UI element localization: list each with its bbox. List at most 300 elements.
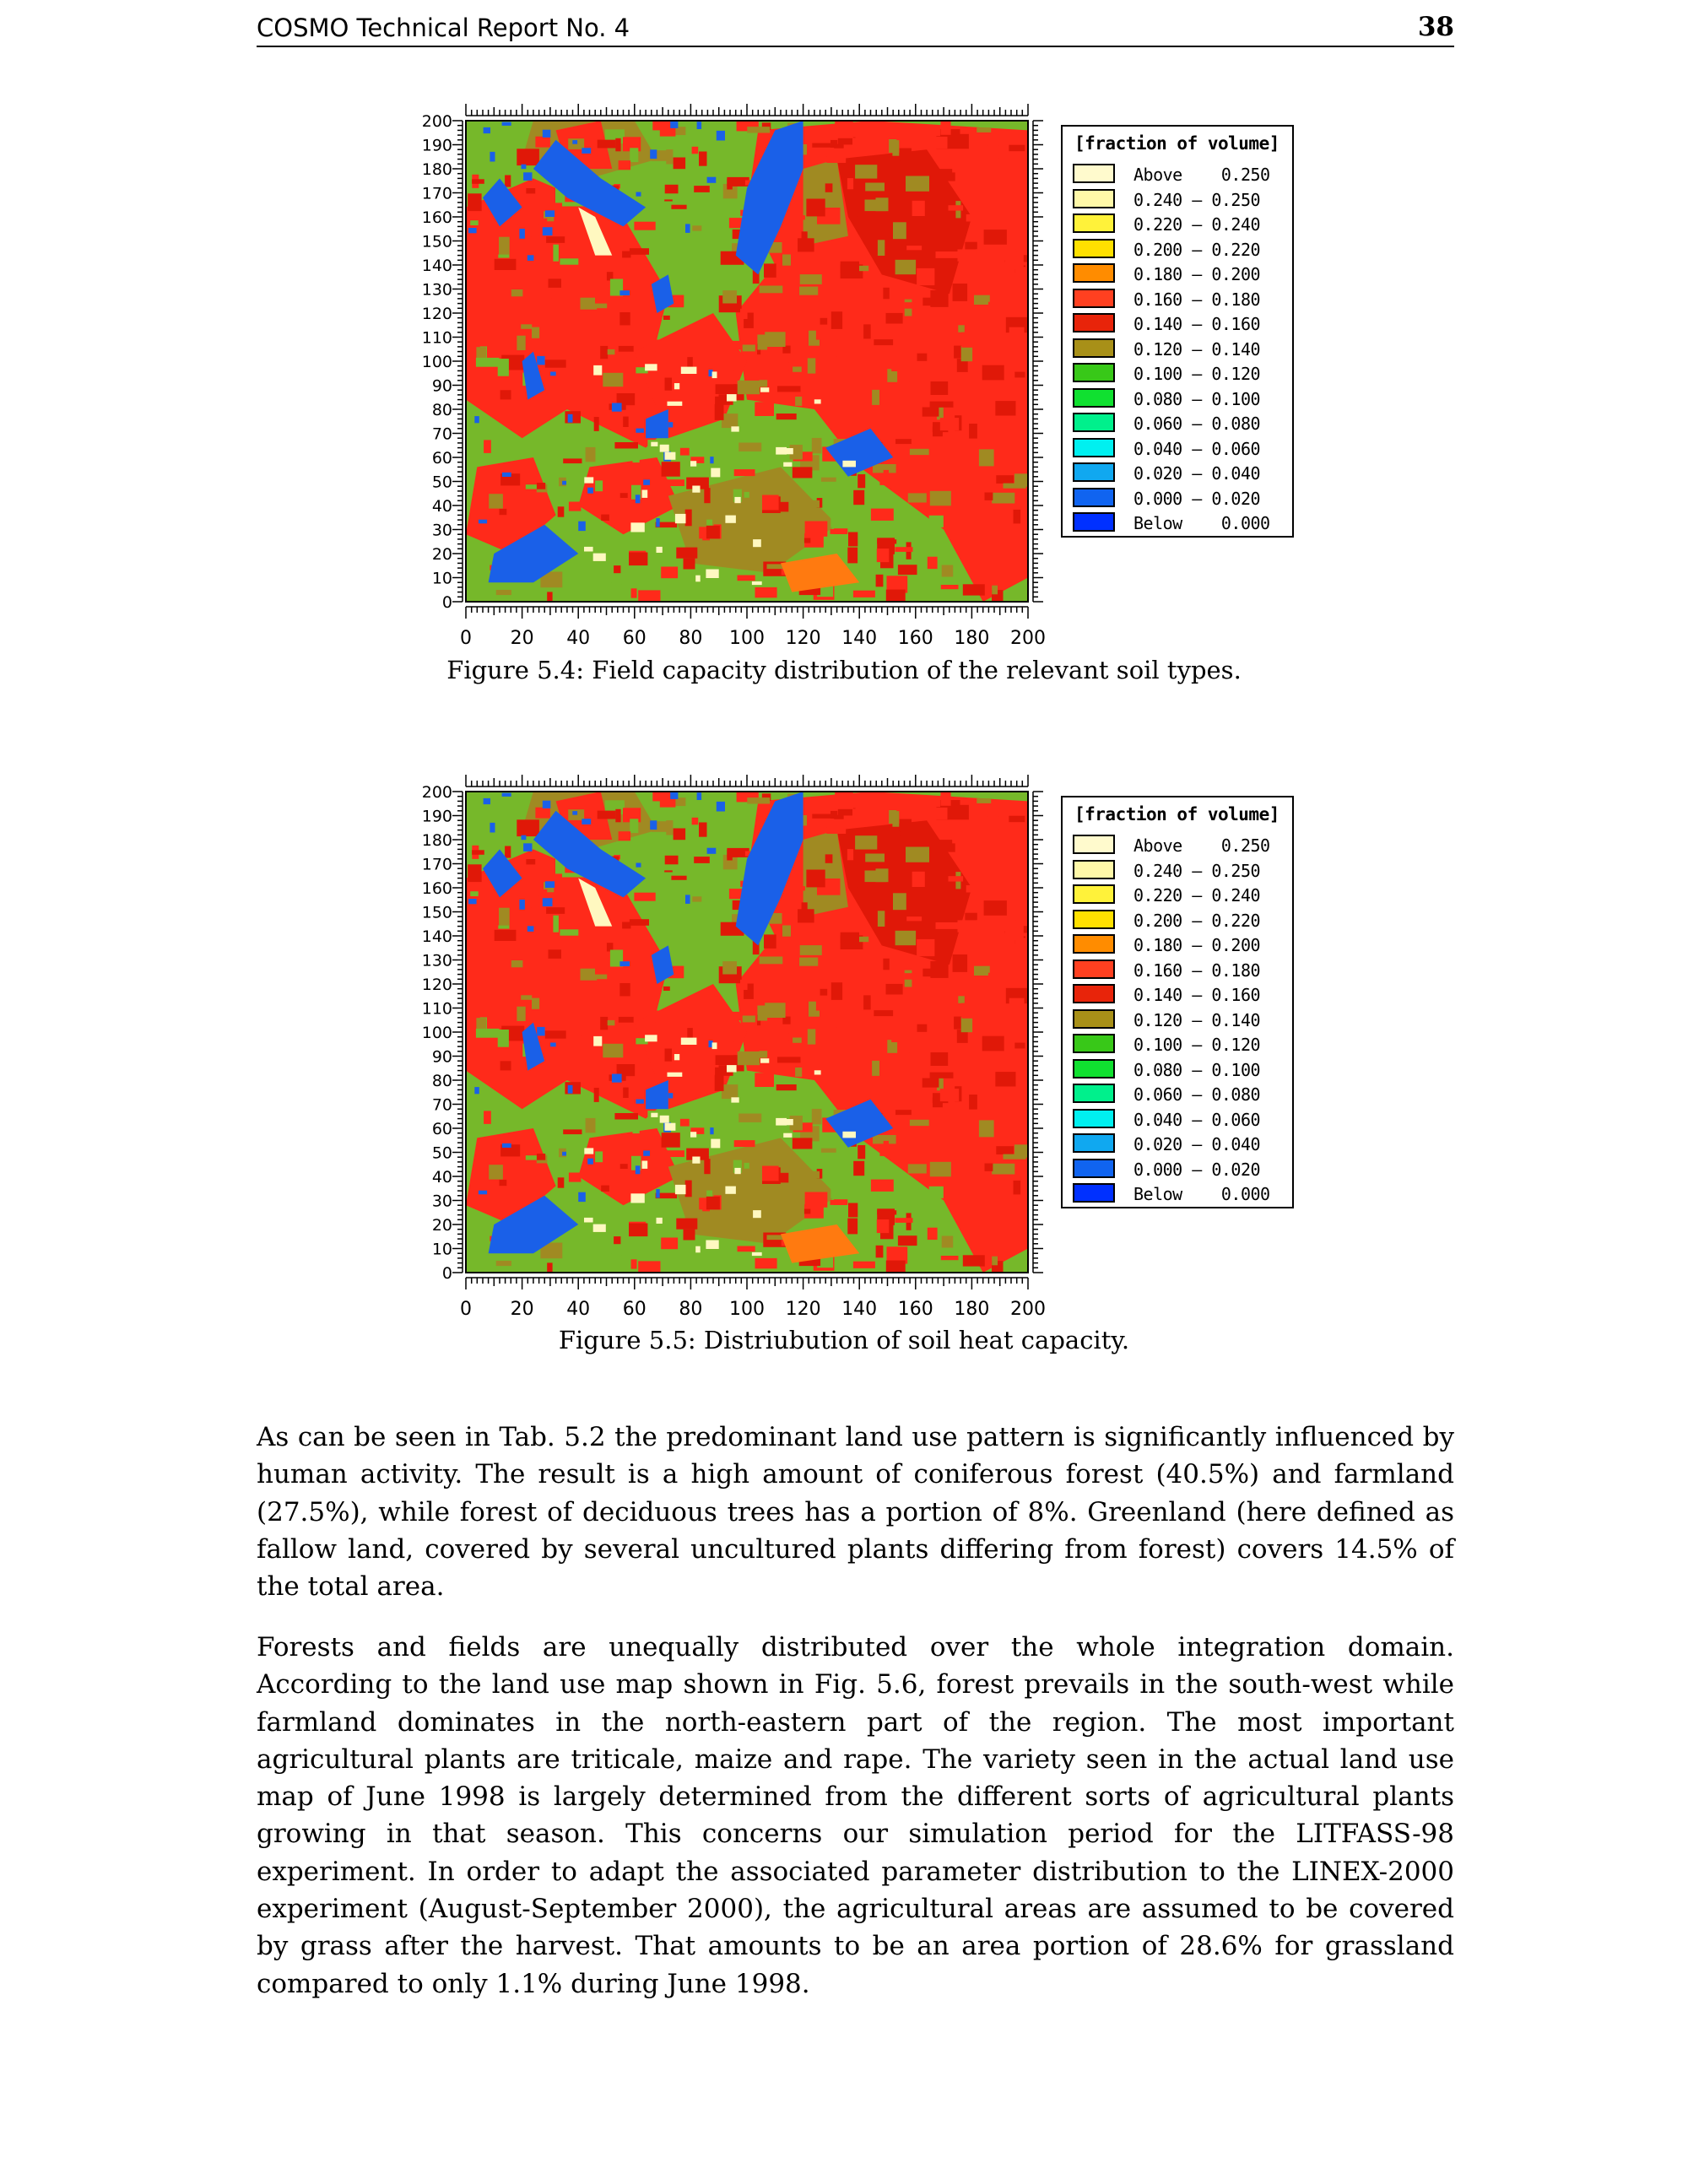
map-cell xyxy=(535,808,550,819)
map-cell xyxy=(685,1181,692,1197)
map-water-cell xyxy=(636,863,641,868)
map-cell xyxy=(585,276,591,281)
map-water-cell xyxy=(562,1152,566,1156)
map-water-cell xyxy=(707,848,717,854)
map-cell xyxy=(877,1219,890,1233)
y-tick-label: 10 xyxy=(431,569,452,588)
map-cell xyxy=(966,214,982,222)
x-tick-label: 140 xyxy=(841,628,878,649)
map-cell xyxy=(877,549,890,562)
map-cell xyxy=(661,567,678,579)
map-cell xyxy=(666,820,673,835)
map-cell xyxy=(692,896,701,901)
map-cell xyxy=(565,411,581,423)
map-water-cell xyxy=(668,1093,673,1098)
legend-row xyxy=(1063,311,1292,337)
legend-label: 0.060 – 0.080 xyxy=(1133,1084,1261,1105)
legend-label: 0.200 – 0.220 xyxy=(1133,910,1261,931)
map-cell xyxy=(652,792,670,802)
legend-swatch xyxy=(1073,289,1115,308)
legend-label: 0.220 – 0.240 xyxy=(1133,885,1261,905)
map-cell xyxy=(893,893,906,910)
map-cell xyxy=(489,1165,503,1179)
map-cell xyxy=(985,387,995,398)
map-cell xyxy=(799,958,818,966)
y-tick-label: 170 xyxy=(421,184,452,203)
map-cell xyxy=(917,939,934,956)
map-sand-cell xyxy=(675,1185,686,1194)
map-cell xyxy=(764,934,776,949)
map-sand-cell xyxy=(783,1133,792,1138)
map-cell xyxy=(1004,1154,1026,1160)
map-sand-cell xyxy=(681,1038,697,1045)
x-tick-label: 200 xyxy=(1010,1299,1046,1320)
map-cell xyxy=(900,149,912,161)
map-cell xyxy=(985,1058,995,1069)
map-cell xyxy=(704,488,710,503)
map-cell xyxy=(885,830,901,836)
map-sand-cell xyxy=(842,461,856,468)
map-cell xyxy=(603,1044,623,1057)
page-number: 38 xyxy=(1417,12,1454,42)
map-cell xyxy=(895,439,912,444)
legend-label: 0.120 – 0.140 xyxy=(1133,1009,1261,1030)
legend-label: 0.080 – 0.100 xyxy=(1133,388,1261,409)
map-water-cell xyxy=(619,290,630,295)
map-sand-cell xyxy=(642,1161,648,1169)
map-cell xyxy=(821,478,836,482)
map-cell xyxy=(931,1052,949,1066)
map-sand-cell xyxy=(665,452,676,460)
y-tick-label: 10 xyxy=(431,1240,452,1259)
map-cell xyxy=(908,1164,927,1173)
x-tick-label: 100 xyxy=(729,628,765,649)
map-sand-cell xyxy=(690,1132,696,1138)
map-cell xyxy=(798,238,814,251)
map-cell xyxy=(661,1238,678,1250)
map-cell xyxy=(940,418,959,430)
map-water-cell xyxy=(717,131,725,141)
map-cell xyxy=(615,138,620,152)
map-cell xyxy=(685,510,692,527)
map-sand-cell xyxy=(593,1224,606,1232)
map-cell xyxy=(963,1255,985,1266)
map-cell xyxy=(939,840,952,846)
map-sand-cell xyxy=(760,1058,769,1063)
map-cell xyxy=(781,981,802,992)
map-water-cell xyxy=(707,177,717,183)
map-water-cell xyxy=(578,1192,586,1202)
map-cell xyxy=(895,1110,912,1115)
map-cell xyxy=(468,864,482,882)
y-tick-label: 150 xyxy=(421,903,452,922)
map-sand-cell xyxy=(706,1241,718,1250)
map-cell xyxy=(940,792,950,806)
legend-row xyxy=(1063,982,1292,1008)
map-cell xyxy=(912,872,925,887)
map-cell xyxy=(812,438,822,454)
legend-title: [fraction of volume] xyxy=(1074,133,1280,154)
map-cell xyxy=(994,249,1016,260)
map-cell xyxy=(583,325,594,338)
map-cell xyxy=(969,424,977,439)
map-cell xyxy=(765,332,785,347)
y-tick-label: 160 xyxy=(421,879,452,898)
map-water-cell xyxy=(468,899,477,904)
map-cell xyxy=(743,1016,755,1023)
map-cell xyxy=(830,1183,845,1198)
x-tick-label: 200 xyxy=(1010,628,1046,649)
map-cell xyxy=(725,817,748,835)
map-cell xyxy=(793,1138,813,1149)
figure-caption: Figure 5.4: Field capacity distribution of the relevant soil types. xyxy=(446,656,1242,684)
legend-row xyxy=(1063,337,1292,362)
map-cell xyxy=(738,1246,755,1252)
x-tick-label: 100 xyxy=(729,1299,765,1320)
map-cell xyxy=(569,1173,582,1182)
map-cell xyxy=(476,1029,500,1038)
map-cell xyxy=(930,1162,951,1177)
map-cell xyxy=(532,236,540,251)
map-sand-cell xyxy=(734,497,740,503)
map-cell xyxy=(939,550,953,560)
map-cell xyxy=(498,359,509,376)
map-cell xyxy=(830,140,837,148)
map-cell xyxy=(928,557,938,569)
map-cell xyxy=(853,1161,864,1176)
map-cell xyxy=(553,437,571,445)
map-cell xyxy=(484,1111,491,1124)
x-tick-label: 180 xyxy=(954,1299,990,1320)
map-cell xyxy=(995,1072,1015,1086)
map-cell xyxy=(872,1061,879,1076)
map-cell xyxy=(601,515,609,521)
map-cell xyxy=(912,201,925,216)
map-cell xyxy=(871,509,894,521)
legend-row xyxy=(1063,1157,1292,1182)
map-water-cell xyxy=(656,518,659,527)
map-cell xyxy=(532,907,540,922)
map-water-cell xyxy=(484,127,490,133)
map-cell xyxy=(961,346,972,361)
map-cell xyxy=(852,138,862,151)
map-water-cell xyxy=(522,165,527,170)
map-cell xyxy=(837,339,860,346)
map-cell xyxy=(800,945,822,955)
map-water-cell xyxy=(474,1087,479,1094)
legend-swatch xyxy=(1073,910,1115,929)
map-cell xyxy=(666,149,673,164)
map-water-cell xyxy=(656,1189,659,1197)
map-cell xyxy=(663,316,670,320)
map-cell xyxy=(1015,938,1028,947)
map-cell xyxy=(940,1089,959,1101)
legend-swatch xyxy=(1073,1109,1115,1128)
y-tick-label: 180 xyxy=(421,160,452,179)
map-cell xyxy=(961,332,974,348)
map-cell xyxy=(996,1146,1014,1154)
map-cell xyxy=(847,849,853,860)
map-sand-cell xyxy=(776,447,787,455)
legend-row xyxy=(1063,486,1292,511)
map-cell xyxy=(585,947,591,952)
map-cell xyxy=(634,222,655,230)
map-water-cell xyxy=(537,1027,544,1036)
map-cell xyxy=(565,878,574,889)
map-cell xyxy=(721,341,742,349)
map-cell xyxy=(992,1164,1014,1175)
map-cell xyxy=(517,149,539,165)
legend-swatch xyxy=(1073,835,1115,854)
y-tick-label: 90 xyxy=(431,1047,452,1067)
y-tick-label: 100 xyxy=(421,1024,452,1042)
legend-swatch xyxy=(1073,860,1115,879)
map-cell xyxy=(619,831,631,841)
map-cell xyxy=(878,911,885,927)
map-cell xyxy=(601,1186,609,1192)
map-sand-cell xyxy=(711,468,720,478)
map-cell xyxy=(1012,1106,1025,1119)
map-water-cell xyxy=(550,372,556,376)
map-cell xyxy=(476,358,500,367)
map-cell xyxy=(853,1262,875,1268)
map-cell xyxy=(671,205,686,209)
map-sand-cell xyxy=(734,1168,740,1174)
map-sand-cell xyxy=(593,1036,602,1046)
map-cell xyxy=(594,417,599,431)
map-cell xyxy=(468,193,482,211)
map-cell xyxy=(886,590,906,602)
x-tick-label: 60 xyxy=(622,1299,647,1320)
map-cell xyxy=(695,838,706,853)
map-cell xyxy=(922,408,939,417)
legend-label: 0.160 – 0.180 xyxy=(1133,960,1261,981)
map-cell xyxy=(631,588,637,597)
map-cell xyxy=(891,1027,901,1042)
map-cell xyxy=(534,1019,547,1024)
map-cell xyxy=(782,255,791,266)
legend-row xyxy=(1063,436,1292,462)
map-water-cell xyxy=(582,819,591,824)
map-cell xyxy=(885,159,901,165)
map-cell xyxy=(799,287,818,295)
map-cell xyxy=(571,365,582,372)
map-cell xyxy=(619,312,630,325)
map-cell xyxy=(988,973,1004,981)
map-sand-cell xyxy=(584,1218,593,1223)
map-cell xyxy=(664,479,684,486)
legend-swatch xyxy=(1073,1059,1115,1078)
map-cell xyxy=(959,1077,970,1084)
y-tick-label: 140 xyxy=(421,927,452,946)
map-cell xyxy=(625,374,633,382)
map-cell xyxy=(755,587,777,597)
legend-label: Below 0.000 xyxy=(1133,513,1270,533)
map-cell xyxy=(495,259,517,270)
map-cell xyxy=(848,532,858,547)
map-cell xyxy=(558,506,565,516)
map-cell xyxy=(634,893,655,901)
map-water-cell xyxy=(543,130,551,138)
map-cell xyxy=(662,1133,680,1148)
map-cell xyxy=(858,474,865,488)
map-sand-cell xyxy=(712,371,717,378)
map-cell xyxy=(852,808,862,822)
legend-row xyxy=(1063,933,1292,958)
x-tick-label: 40 xyxy=(566,628,591,649)
map-sand-cell xyxy=(725,1187,736,1194)
map-cell xyxy=(545,359,566,367)
x-tick-label: 160 xyxy=(897,1299,933,1320)
x-tick-label: 120 xyxy=(785,1299,821,1320)
y-tick-label: 100 xyxy=(421,353,452,371)
map-cell xyxy=(886,1261,906,1273)
map-water-cell xyxy=(550,840,558,849)
map-sand-cell xyxy=(668,402,683,406)
map-water-cell xyxy=(685,224,690,233)
map-cell xyxy=(976,920,990,925)
map-water-cell xyxy=(523,843,532,851)
map-cell xyxy=(630,248,649,255)
legend-swatch xyxy=(1073,1009,1115,1029)
map-cell xyxy=(551,290,558,299)
map-cell xyxy=(940,122,950,135)
map-cell xyxy=(891,356,901,371)
map-water-cell xyxy=(670,792,678,799)
map-cell xyxy=(549,278,562,288)
x-tick-label: 140 xyxy=(841,1299,878,1320)
map-water-cell xyxy=(685,895,690,904)
heat-capacity-map xyxy=(397,755,1055,1320)
map-cell xyxy=(534,348,547,354)
legend-swatch xyxy=(1073,164,1115,183)
x-tick-label: 60 xyxy=(622,628,647,649)
map-sand-cell xyxy=(660,445,669,452)
y-tick-label: 30 xyxy=(431,521,452,540)
legend-label: 0.040 – 0.060 xyxy=(1133,438,1261,459)
map-cell xyxy=(992,1257,998,1266)
map-sand-cell xyxy=(690,461,696,467)
map-cell xyxy=(903,339,922,354)
map-sand-cell xyxy=(674,383,679,389)
map-cell xyxy=(858,1145,865,1159)
legend-rows xyxy=(1063,162,1292,536)
map-cell xyxy=(793,367,802,372)
map-cell xyxy=(987,816,998,829)
legend-swatch xyxy=(1073,214,1115,233)
map-cell xyxy=(909,1036,920,1053)
x-tick-label: 0 xyxy=(460,1299,472,1320)
map-cell xyxy=(841,933,859,943)
y-tick-label: 110 xyxy=(421,328,452,348)
map-cell xyxy=(841,262,859,273)
map-cell xyxy=(977,798,991,803)
legend-row xyxy=(1063,212,1292,237)
map-cell xyxy=(517,819,539,836)
map-cell xyxy=(860,132,876,142)
map-cell xyxy=(535,137,550,148)
map-cell xyxy=(514,510,532,522)
map-water-cell xyxy=(643,1150,650,1155)
map-water-cell xyxy=(650,149,657,159)
map-cell xyxy=(991,1100,1011,1114)
map-cell xyxy=(847,178,853,189)
report-title: COSMO Technical Report No. 4 xyxy=(257,14,630,42)
map-cell xyxy=(1010,204,1023,216)
legend-swatch xyxy=(1073,462,1115,482)
legend-row xyxy=(1063,1032,1292,1057)
y-tick-label: 40 xyxy=(431,1168,452,1187)
y-tick-label: 40 xyxy=(431,497,452,516)
map-water-cell xyxy=(582,148,591,154)
y-tick-label: 70 xyxy=(431,1095,452,1115)
map-cell xyxy=(876,575,884,587)
map-cell xyxy=(798,909,814,922)
map-cell xyxy=(738,576,755,581)
map-water-cell xyxy=(479,520,487,524)
legend-swatch xyxy=(1073,263,1115,283)
map-cell xyxy=(992,493,1014,504)
map-cell xyxy=(470,220,479,225)
map-cell xyxy=(1009,145,1025,152)
map-cell xyxy=(569,502,582,511)
legend-row xyxy=(1063,287,1292,312)
legend-swatch xyxy=(1073,960,1115,979)
map-cell xyxy=(804,1209,810,1214)
map-cell xyxy=(936,922,959,929)
map-cell xyxy=(806,870,825,888)
map-cell xyxy=(820,318,828,325)
map-cell xyxy=(762,1166,779,1181)
legend-row xyxy=(1063,237,1292,262)
map-cell xyxy=(622,922,630,929)
map-sand-cell xyxy=(660,1116,669,1123)
map-cell xyxy=(680,1119,690,1127)
y-tick-label: 190 xyxy=(421,136,452,155)
map-cell xyxy=(857,216,866,228)
map-cell xyxy=(965,913,977,921)
map-sand-cell xyxy=(593,365,602,376)
map-cell xyxy=(939,169,952,175)
map-cell xyxy=(674,158,686,170)
map-cell xyxy=(692,147,699,154)
map-cell xyxy=(755,1073,774,1087)
map-water-cell xyxy=(490,823,495,833)
map-cell xyxy=(992,586,998,595)
map-cell xyxy=(969,1095,977,1110)
map-cell xyxy=(903,533,918,541)
map-cell xyxy=(581,969,598,981)
map-sand-cell xyxy=(657,1218,663,1224)
map-cell xyxy=(1014,372,1025,378)
map-cell xyxy=(655,340,678,352)
map-water-cell xyxy=(543,227,553,235)
map-cell xyxy=(895,1218,912,1223)
x-tick-label: 180 xyxy=(954,628,990,649)
map-cell xyxy=(949,876,964,881)
legend-row xyxy=(1063,387,1292,412)
map-cell xyxy=(629,553,647,566)
legend-label: 0.120 – 0.140 xyxy=(1133,338,1261,359)
map-cell xyxy=(793,1038,802,1043)
map-cell xyxy=(676,548,697,559)
map-cell xyxy=(1009,816,1025,823)
map-water-cell xyxy=(543,898,553,906)
map-cell xyxy=(917,268,934,285)
map-cell xyxy=(806,199,825,217)
map-cell xyxy=(908,493,927,502)
map-cell xyxy=(889,810,896,824)
